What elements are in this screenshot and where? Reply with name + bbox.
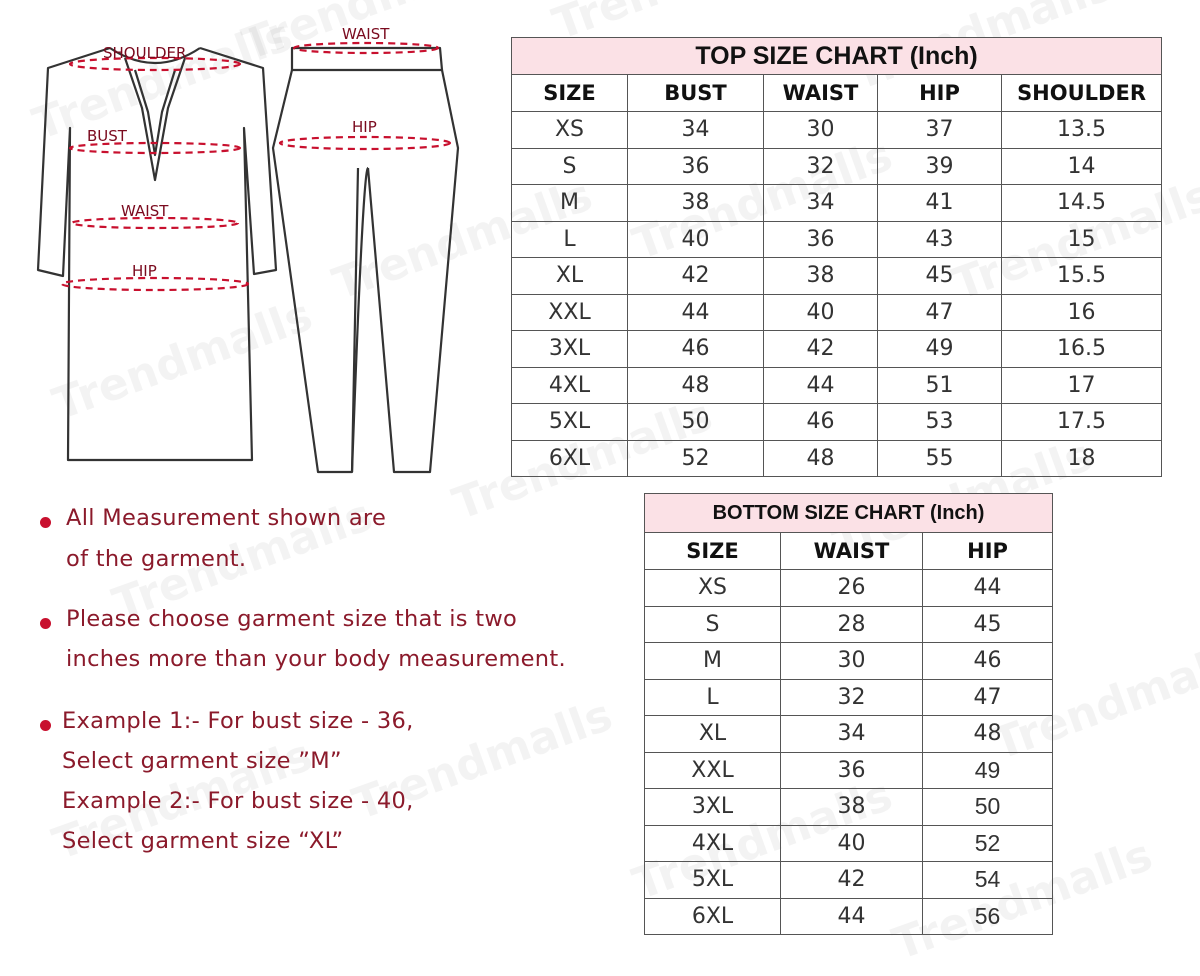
value-cell: 34	[764, 185, 878, 222]
value-cell: 49	[923, 752, 1053, 789]
size-cell: 3XL	[645, 789, 781, 826]
value-cell: 39	[878, 148, 1002, 185]
size-cell: XL	[645, 716, 781, 753]
size-cell: M	[645, 643, 781, 680]
note-line: Select garment size ”M”	[62, 748, 342, 774]
size-cell: S	[645, 606, 781, 643]
value-cell: 16	[1002, 294, 1162, 331]
value-cell: 17	[1002, 367, 1162, 404]
value-cell: 36	[781, 752, 923, 789]
value-cell: 30	[764, 112, 878, 149]
table-row	[512, 185, 1162, 222]
value-cell: 28	[781, 606, 923, 643]
size-cell: 6XL	[512, 440, 628, 477]
size-cell: XS	[512, 112, 628, 149]
column-header: WAIST	[764, 75, 878, 112]
value-cell: 36	[764, 221, 878, 258]
value-cell: 53	[878, 404, 1002, 441]
value-cell: 47	[878, 294, 1002, 331]
note-line: Example 1:- For bust size - 36,	[62, 708, 414, 734]
value-cell: 44	[923, 570, 1053, 607]
value-cell: 50	[628, 404, 764, 441]
value-cell: 32	[764, 148, 878, 185]
size-cell: 4XL	[645, 825, 781, 862]
waist-label: WAIST	[121, 202, 169, 220]
value-cell: 48	[923, 716, 1053, 753]
column-header: SHOULDER	[1002, 75, 1162, 112]
size-cell: M	[512, 185, 628, 222]
value-cell: 48	[764, 440, 878, 477]
value-cell: 30	[781, 643, 923, 680]
table-row	[512, 440, 1162, 477]
value-cell: 17.5	[1002, 404, 1162, 441]
value-cell: 43	[878, 221, 1002, 258]
value-cell: 44	[781, 898, 923, 935]
value-cell: 15.5	[1002, 258, 1162, 295]
column-header: SIZE	[645, 533, 781, 570]
value-cell: 42	[764, 331, 878, 368]
table-row	[645, 862, 1053, 899]
table-row	[645, 643, 1053, 680]
table-row	[645, 679, 1053, 716]
value-cell: 16.5	[1002, 331, 1162, 368]
size-cell: L	[512, 221, 628, 258]
bullet-icon	[40, 517, 51, 528]
table-row	[645, 825, 1053, 862]
value-cell: 14.5	[1002, 185, 1162, 222]
column-header: HIP	[923, 533, 1053, 570]
value-cell: 38	[764, 258, 878, 295]
note-line: All Measurement shown are	[66, 505, 387, 531]
table-row	[512, 294, 1162, 331]
size-cell: 5XL	[512, 404, 628, 441]
note-line: of the garment.	[66, 546, 247, 572]
table-row	[512, 367, 1162, 404]
value-cell: 49	[878, 331, 1002, 368]
top-chart-header-row	[512, 75, 1162, 112]
value-cell: 34	[781, 716, 923, 753]
note-line: Example 2:- For bust size - 40,	[62, 788, 414, 814]
size-cell: XS	[645, 570, 781, 607]
value-cell: 54	[923, 862, 1053, 899]
value-cell: 36	[628, 148, 764, 185]
value-cell: 44	[628, 294, 764, 331]
table-row	[645, 752, 1053, 789]
value-cell: 48	[628, 367, 764, 404]
bust-label: BUST	[87, 127, 127, 145]
value-cell: 41	[878, 185, 1002, 222]
value-cell: 38	[781, 789, 923, 826]
size-cell: 4XL	[512, 367, 628, 404]
value-cell: 46	[764, 404, 878, 441]
note-line: Please choose garment size that is two	[66, 606, 518, 632]
note-line: inches more than your body measurement.	[66, 646, 566, 672]
size-cell: XL	[512, 258, 628, 295]
value-cell: 38	[628, 185, 764, 222]
table-row	[512, 221, 1162, 258]
value-cell: 32	[781, 679, 923, 716]
table-row	[512, 148, 1162, 185]
table-row	[512, 112, 1162, 149]
column-header: HIP	[878, 75, 1002, 112]
column-header: WAIST	[781, 533, 923, 570]
value-cell: 37	[878, 112, 1002, 149]
kurta-top-illustration	[38, 48, 276, 460]
table-row	[645, 570, 1053, 607]
value-cell: 40	[764, 294, 878, 331]
measurement-lines	[62, 43, 450, 290]
value-cell: 13.5	[1002, 112, 1162, 149]
value-cell: 42	[628, 258, 764, 295]
value-cell: 40	[628, 221, 764, 258]
table-row	[645, 789, 1053, 826]
value-cell: 52	[923, 825, 1053, 862]
size-cell: XXL	[645, 752, 781, 789]
pants-illustration	[273, 48, 458, 472]
value-cell: 45	[878, 258, 1002, 295]
value-cell: 18	[1002, 440, 1162, 477]
value-cell: 46	[628, 331, 764, 368]
bullet-icon	[40, 618, 51, 629]
value-cell: 40	[781, 825, 923, 862]
top-size-chart	[511, 37, 1162, 477]
table-row	[645, 716, 1053, 753]
value-cell: 44	[764, 367, 878, 404]
size-cell: XXL	[512, 294, 628, 331]
hip-label: HIP	[132, 262, 157, 280]
value-cell: 47	[923, 679, 1053, 716]
size-cell: 6XL	[645, 898, 781, 935]
table-row	[645, 606, 1053, 643]
size-cell: 5XL	[645, 862, 781, 899]
value-cell: 52	[628, 440, 764, 477]
value-cell: 34	[628, 112, 764, 149]
value-cell: 55	[878, 440, 1002, 477]
value-cell: 14	[1002, 148, 1162, 185]
table-row	[512, 331, 1162, 368]
table-row	[512, 404, 1162, 441]
table-row	[645, 898, 1053, 935]
value-cell: 50	[923, 789, 1053, 826]
column-header: SIZE	[512, 75, 628, 112]
size-cell: L	[645, 679, 781, 716]
bottom-chart-header-row	[645, 533, 1053, 570]
garment-diagram	[30, 20, 500, 480]
value-cell: 26	[781, 570, 923, 607]
value-cell: 51	[878, 367, 1002, 404]
value-cell: 56	[923, 898, 1053, 935]
pants-hip-label: HIP	[352, 118, 377, 136]
pants-waist-label: WAIST	[342, 25, 390, 43]
value-cell: 45	[923, 606, 1053, 643]
top-chart-title: TOP SIZE CHART (Inch)	[512, 38, 1162, 75]
value-cell: 15	[1002, 221, 1162, 258]
table-row	[512, 258, 1162, 295]
bottom-size-chart	[644, 493, 1053, 935]
size-cell: 3XL	[512, 331, 628, 368]
bullet-icon	[40, 720, 51, 731]
shoulder-label: SHOULDER	[103, 44, 187, 62]
value-cell: 46	[923, 643, 1053, 680]
note-line: Select garment size “XL”	[62, 828, 344, 854]
bottom-chart-title: BOTTOM SIZE CHART (Inch)	[645, 494, 1053, 533]
value-cell: 42	[781, 862, 923, 899]
column-header: BUST	[628, 75, 764, 112]
size-cell: S	[512, 148, 628, 185]
